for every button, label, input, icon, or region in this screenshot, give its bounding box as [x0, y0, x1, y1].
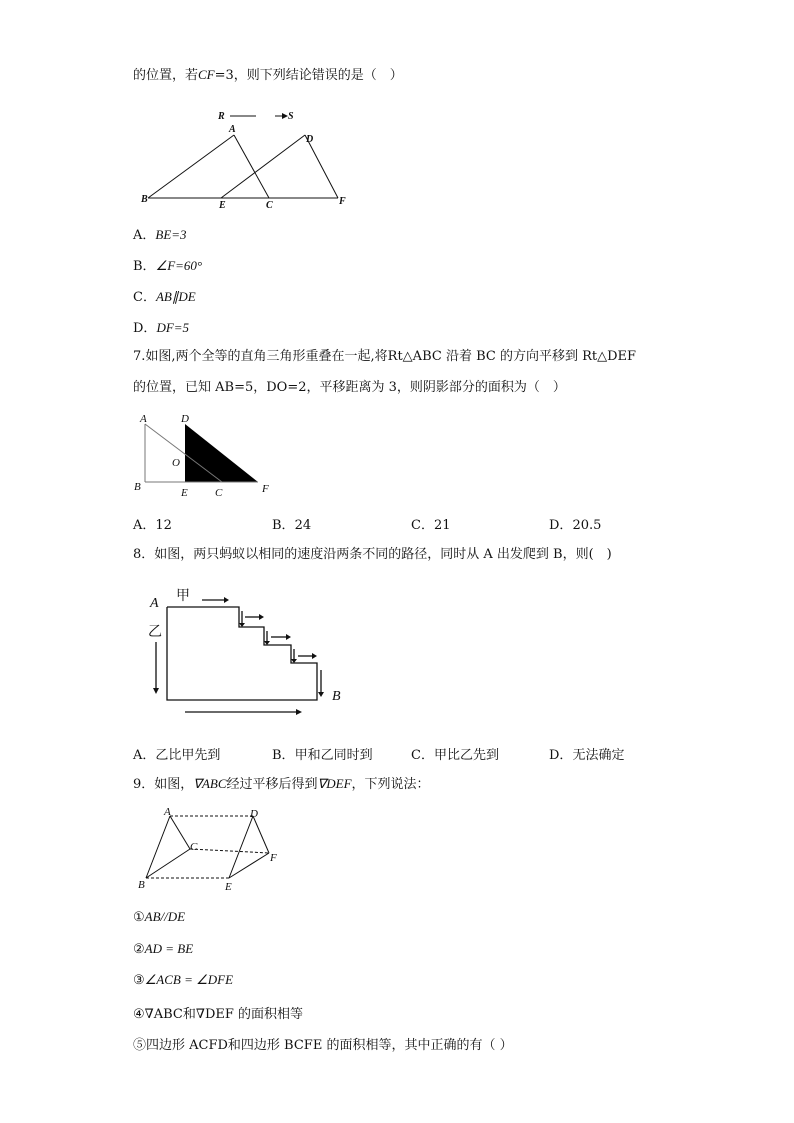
q7-option-a-letter: A． [133, 518, 156, 533]
q8-label-jia: 甲 [176, 588, 190, 604]
q9-item-5-num: ⑤ [133, 1038, 147, 1053]
q7-option-c [411, 514, 451, 533]
q7-label-a: A [140, 413, 147, 425]
q9-item-2-num: ② [133, 942, 145, 957]
q7-line-1: 7.如图,两个全等的直角三角形重叠在一起,将Rt△ABC 沿着 BC 的方向平移到 Rt△DEF [133, 349, 637, 364]
q9-line-df [253, 816, 269, 853]
q7-label-f: F [262, 483, 269, 495]
q6-option-a-text: BE=3 [155, 227, 187, 242]
q9-line-ef [229, 853, 269, 878]
q8-label-yi: 乙 [148, 624, 162, 640]
q6-label-a: A [229, 124, 236, 135]
q6-option-b [133, 255, 202, 274]
q7-label-o: O [172, 457, 180, 469]
q6-line-de [221, 135, 305, 198]
q7-line-2: 的位置，已知 AB=5，DO=2，平移距离为 3，则阴影部分的面积为（ ） [133, 380, 566, 395]
q9-triangle-def: ∇DEF [317, 776, 352, 791]
q9-line-ab [146, 816, 170, 878]
q7-option-c-text: 21 [433, 518, 451, 533]
q6-figure [130, 104, 370, 212]
q9-line-cf [190, 849, 269, 853]
q6-label-c: C [266, 200, 273, 211]
q6-label-e: E [219, 200, 226, 211]
q8-arrowhead-yi-right [296, 709, 302, 715]
q7-label-b: B [134, 481, 141, 493]
q6-option-b-text: ∠F=60° [155, 258, 203, 273]
q6-option-c-text: AB∥DE [155, 289, 196, 304]
q8-option-c-text: 甲比乙先到 [433, 748, 499, 763]
q8-option-b-letter: B． [272, 748, 295, 763]
q6-label-d: D [306, 134, 314, 145]
q8-option-a [133, 744, 220, 763]
q9-intro-b: 经过平移后得到 [226, 777, 318, 792]
q8-arrowhead-yi-down [153, 688, 159, 694]
q7-option-c-letter: C． [411, 518, 434, 533]
q8-option-d-letter: D． [549, 748, 573, 763]
q9-item-1-num: ① [133, 910, 145, 925]
q9-line-ac [170, 816, 190, 849]
q9-item-2-text: AD = BE [144, 941, 194, 956]
q9-item-1 [133, 909, 185, 925]
q6-option-b-letter: B． [133, 259, 156, 274]
q9-item-5-text: 四边形 ACFD和四边形 BCFE 的面积相等，其中正确的有（ ） [146, 1038, 513, 1053]
q7-option-d-text: 20.5 [572, 518, 602, 533]
q6-intro-line [133, 66, 403, 85]
q8-option-a-text: 乙比甲先到 [155, 748, 221, 763]
q6-option-c [133, 286, 196, 305]
q8-option-d-text: 无法确定 [572, 748, 625, 763]
q6-intro-text: 的位置，若 [133, 68, 199, 83]
q9-item-1-text: AB//DE [144, 909, 186, 924]
q8-option-b [272, 744, 373, 763]
q7-option-d [549, 514, 601, 533]
q6-label-f: F [339, 196, 346, 207]
q7-label-c: C [215, 487, 223, 499]
q6-option-a-letter: A． [133, 228, 156, 243]
q9-intro-c: ，下列说法： [351, 777, 430, 792]
q9-label-c: C [190, 841, 198, 853]
q8-arrowhead-2 [259, 614, 264, 620]
q6-label-s: S [288, 111, 294, 122]
q9-item-3 [133, 972, 233, 988]
q9-item-5 [133, 1034, 513, 1053]
q9-intro-a: 9．如图， [133, 777, 194, 792]
q9-triangle-abc: ∇ABC [193, 776, 227, 791]
q8-option-b-text: 甲和乙同时到 [294, 748, 373, 763]
q7-option-a-text: 12 [155, 518, 172, 533]
q7-option-d-letter: D． [549, 518, 573, 533]
q9-label-b: B [138, 879, 145, 891]
q9-line-1 [133, 775, 430, 794]
q7-option-b [272, 514, 311, 533]
q9-label-a: A [164, 806, 171, 818]
q8-arrowhead-3 [286, 634, 291, 640]
q8-figure [140, 580, 360, 720]
q7-option-a [133, 514, 172, 533]
q9-item-3-num: ③ [133, 973, 145, 988]
q9-item-4-text: ∇ABC和∇DEF 的面积相等 [144, 1007, 304, 1022]
q6-line-ab [148, 135, 234, 198]
q8-option-d [549, 744, 624, 763]
q8-line-1: 8．如图，两只蚂蚁以相同的速度沿两条不同的路径，同时从 A 出发爬到 B，则( ) [133, 547, 612, 562]
q6-option-c-letter: C． [133, 290, 156, 305]
q9-line-de [229, 816, 253, 878]
q8-option-c-letter: C． [411, 748, 434, 763]
q6-label-r: R [218, 111, 225, 122]
q9-item-3-text: ∠ACB = ∠DFE [144, 972, 234, 987]
q9-item-4 [133, 1003, 303, 1022]
q6-condition-text: =3，则下列结论错误的是（ ） [214, 68, 403, 83]
q8-option-c [411, 744, 499, 763]
q7-option-b-letter: B． [272, 518, 295, 533]
q8-label-b: B [332, 689, 341, 704]
q9-label-e: E [225, 881, 232, 893]
q8-label-a: A [150, 596, 159, 611]
q9-label-d: D [250, 808, 258, 820]
q8-arrowhead-4 [312, 653, 317, 659]
q6-cf-symbol: CF [198, 67, 215, 82]
q8-arrowhead-1 [224, 597, 229, 603]
q6-option-d-letter: D． [133, 321, 157, 336]
q9-item-4-num: ④ [133, 1007, 145, 1022]
q6-option-d-text: DF=5 [156, 320, 190, 335]
q7-label-d: D [181, 413, 189, 425]
q7-figure [130, 410, 280, 500]
q9-item-2 [133, 941, 193, 957]
q7-option-b-text: 24 [294, 518, 312, 533]
q7-label-e: E [181, 487, 188, 499]
q6-option-d [133, 317, 189, 336]
q8-option-a-letter: A． [133, 748, 156, 763]
q6-label-b: B [141, 194, 148, 205]
q8-arrowhead-8 [318, 692, 324, 697]
q9-line-bc [146, 849, 190, 878]
q9-label-f: F [270, 852, 277, 864]
q9-figure [135, 805, 295, 897]
q6-option-a [133, 224, 187, 243]
